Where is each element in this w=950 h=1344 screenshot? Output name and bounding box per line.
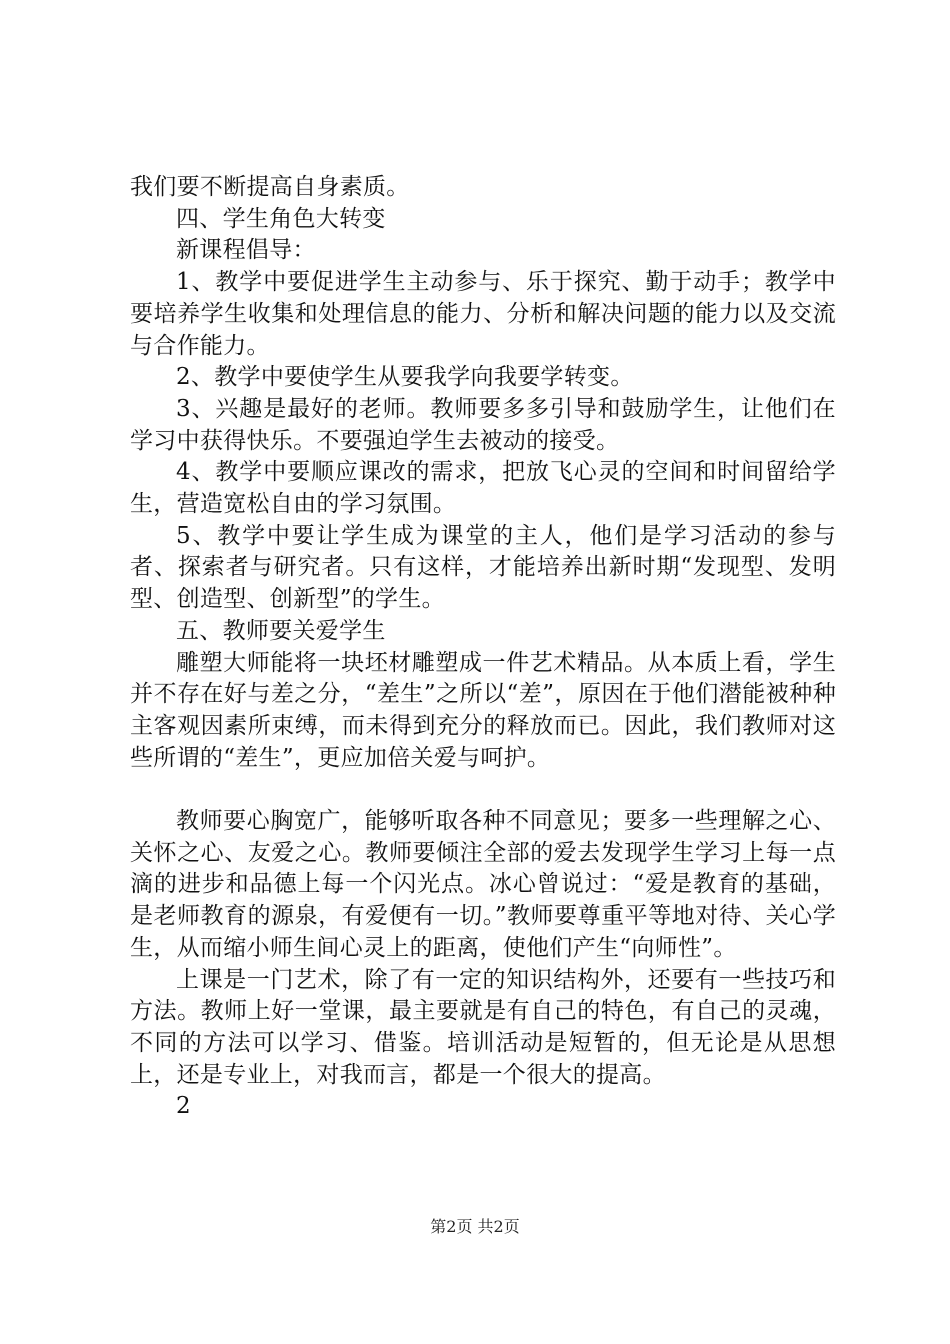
list-item-3: 3、兴趣是最好的老师。教师要多多引导和鼓励学生，让他们在学习中获得快乐。不要强迫学生去被动的接受。	[130, 395, 836, 454]
document-body	[130, 172, 836, 1123]
paragraph-5: 上课是一门艺术，除了有一定的知识结构外，还要有一些技巧和方法。教师上好一堂课，最主要就是有自己的特色，有自己的灵魂，不同的方法可以学习、借鉴。培训活动是短暂的，但无论是从思想上，还是专业上，对我而言，都是一个很大的提高。	[130, 966, 836, 1088]
list-item-1: 1、教学中要促进学生主动参与、乐于探究、勤于动手；教学中要培养学生收集和处理信息的能力、分析和解决问题的能力以及交流与合作能力。	[130, 269, 836, 359]
paragraph-1: 我们要不断提高自身素质。	[130, 174, 410, 200]
list-item-4: 4、教学中要顺应课改的需求，把放飞心灵的空间和时间留给学生，营造宽松自由的学习氛围。	[130, 459, 836, 518]
page-footer: 第2页 共2页	[430, 1217, 520, 1236]
list-item-5: 5、教学中要让学生成为课堂的主人，他们是学习活动的参与者、探索者与研究者。只有这样，才能培养出新时期“发现型、发明型、创造型、创新型”的学生。	[130, 522, 836, 613]
paragraph-6: 2	[176, 1093, 191, 1120]
paragraph-2: 新课程倡导：	[176, 237, 316, 264]
paragraph-3: 雕塑大师能将一块坯材雕塑成一件艺术精品。从本质上看，学生并不存在好与差之分，“差生”之所以“差”，原因在于他们潜能被种种主客观因素所束缚，而未得到充分的释放而已。因此，我们教师对这些所谓的“差生”，更应加倍关爱与呵护。	[130, 649, 836, 771]
list-item-2: 2、教学中要使学生从要我学向我要学转变。	[176, 364, 634, 391]
paragraph-gap	[130, 774, 836, 806]
section-heading-5: 五、教师要关爱学生	[176, 617, 386, 644]
paragraph-4: 教师要心胸宽广，能够听取各种不同意见；要多一些理解之心、关怀之心、友爱之心。教师要倾注全部的爱去发现学生学习上每一点滴的进步和品德上每一个闪光点。冰心曾说过：“爱是教育的基础，是老师教育的源泉，有爱便有一切。”教师要尊重平等地对待、关心学生，从而缩小师生间心灵上的距离，使他们产生“向师性”。	[130, 808, 836, 961]
section-heading-4: 四、学生角色大转变	[176, 205, 386, 232]
